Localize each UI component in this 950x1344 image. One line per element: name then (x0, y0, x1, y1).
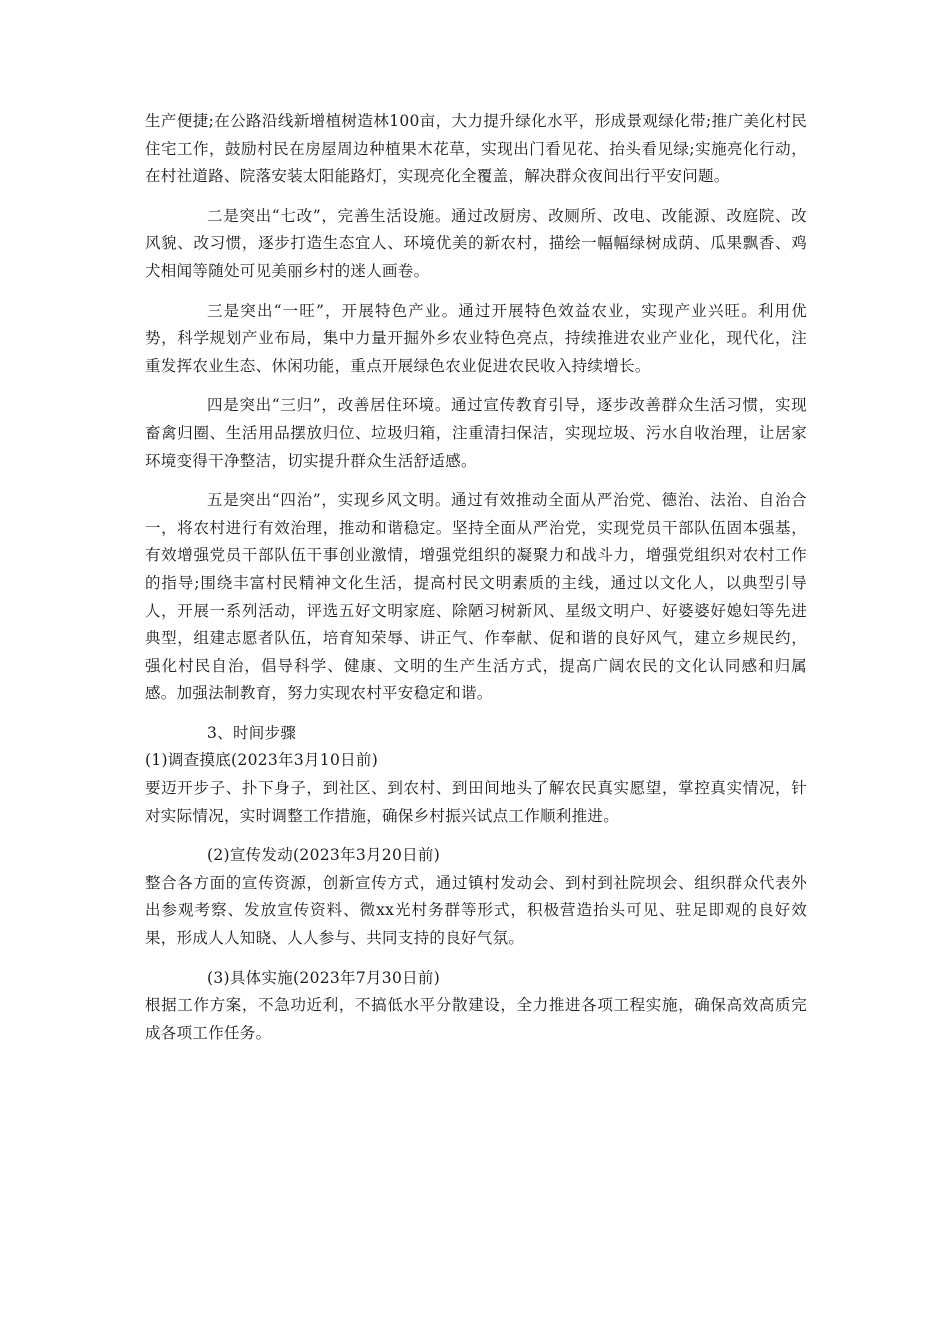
paragraph-industry: 三是突出“一旺”，开展特色产业。通过开展特色效益农业，实现产业兴旺。利用优势，科学规划产业布局，集中力量开掘外乡农业特色亮点，持续推进农业产业化，现代化，注重发挥农业生态、休闲功能，重点开展绿色农业促进农民收入持续增长。 (145, 301, 807, 375)
document-page (145, 108, 807, 1059)
paragraph-greening: 生产便捷;在公路沿线新增植树造林100亩，大力提升绿化水平，形成景观绿化带;推广美化村民住宅工作，鼓励村民在房屋周边种植果木花草，实现出门看见花、抬头看见绿;实施亮化行动，在村社道路、院落安装太阳能路灯，实现亮化全覆盖，解决群众夜间出行平安问题。 (145, 112, 807, 186)
paragraph-living-environment: 四是突出“三归”，改善居住环境。通过宣传教育引导，逐步改善群众生活习惯，实现畜禽归圈、生活用品摆放归位、垃圾归箱，注重清扫保洁，实现垃圾、污水自收治理，让居家环境变得干净整洁，切实提升群众生活舒适感。 (145, 396, 807, 470)
section-heading-time-steps: 3、时间步骤 (207, 723, 297, 742)
step-3-title: (3)具体实施(2023年7月30日前) (207, 968, 441, 987)
paragraph-seven-reforms: 二是突出“七改”，完善生活设施。通过改厨房、改厕所、改电、改能源、改庭院、改风貌、改习惯，逐步打造生态宜人、环境优美的新农村，描绘一幅幅绿树成荫、瓜果飘香、鸡犬相闻等随处可见美丽乡村的迷人画卷。 (145, 206, 807, 280)
paragraph-rural-civility: 五是突出“四治”，实现乡风文明。通过有效推动全面从严治党、德治、法治、自治合一，将农村进行有效治理，推动和谐稳定。坚持全面从严治党，实现党员干部队伍固本强基，有效增强党员干部队伍干事创业激情，增强党组织的凝聚力和战斗力，增强党组织对农村工作的指导;围绕丰富村民精神文化生活，提高村民文明素质的主线，通过以文化人，以典型引导人，开展一系列活动，评选五好文明家庭、除陋习树新风、星级文明户、好婆婆好媳妇等先进典型，组建志愿者队伍，培育知荣辱、讲正气、作奉献、促和谐的良好风气，建立乡规民约，强化村民自治，倡导科学、健康、文明的生产生活方式，提高广阔农民的文化认同感和归属感。加强法制教育，努力实现农村平安稳定和谐。 (145, 491, 807, 703)
step-2-title: (2)宣传发动(2023年3月20日前) (207, 846, 441, 865)
step-2-body: 整合各方面的宣传资源，创新宣传方式，通过镇村发动会、到村到社院坝会、组织群众代表外出参观考察、发放宣传资料、微xx光村务群等形式，积极营造抬头可见、驻足即观的良好效果，形成人人知晓、人人参与、共同支持的良好气氛。 (145, 873, 807, 948)
step-1-body: 要迈开步子、扑下身子，到社区、到农村、到田间地头了解农民真实愿望，掌控真实情况，针对实际情况，实时调整工作措施，确保乡村振兴试点工作顺利推进。 (145, 779, 807, 825)
step-1-title: (1)调查摸底(2023年3月10日前) (145, 751, 379, 770)
step-3-body: 根据工作方案，不急功近利，不搞低水平分散建设，全力推进各项工程实施，确保高效高质完成各项工作任务。 (145, 996, 807, 1042)
